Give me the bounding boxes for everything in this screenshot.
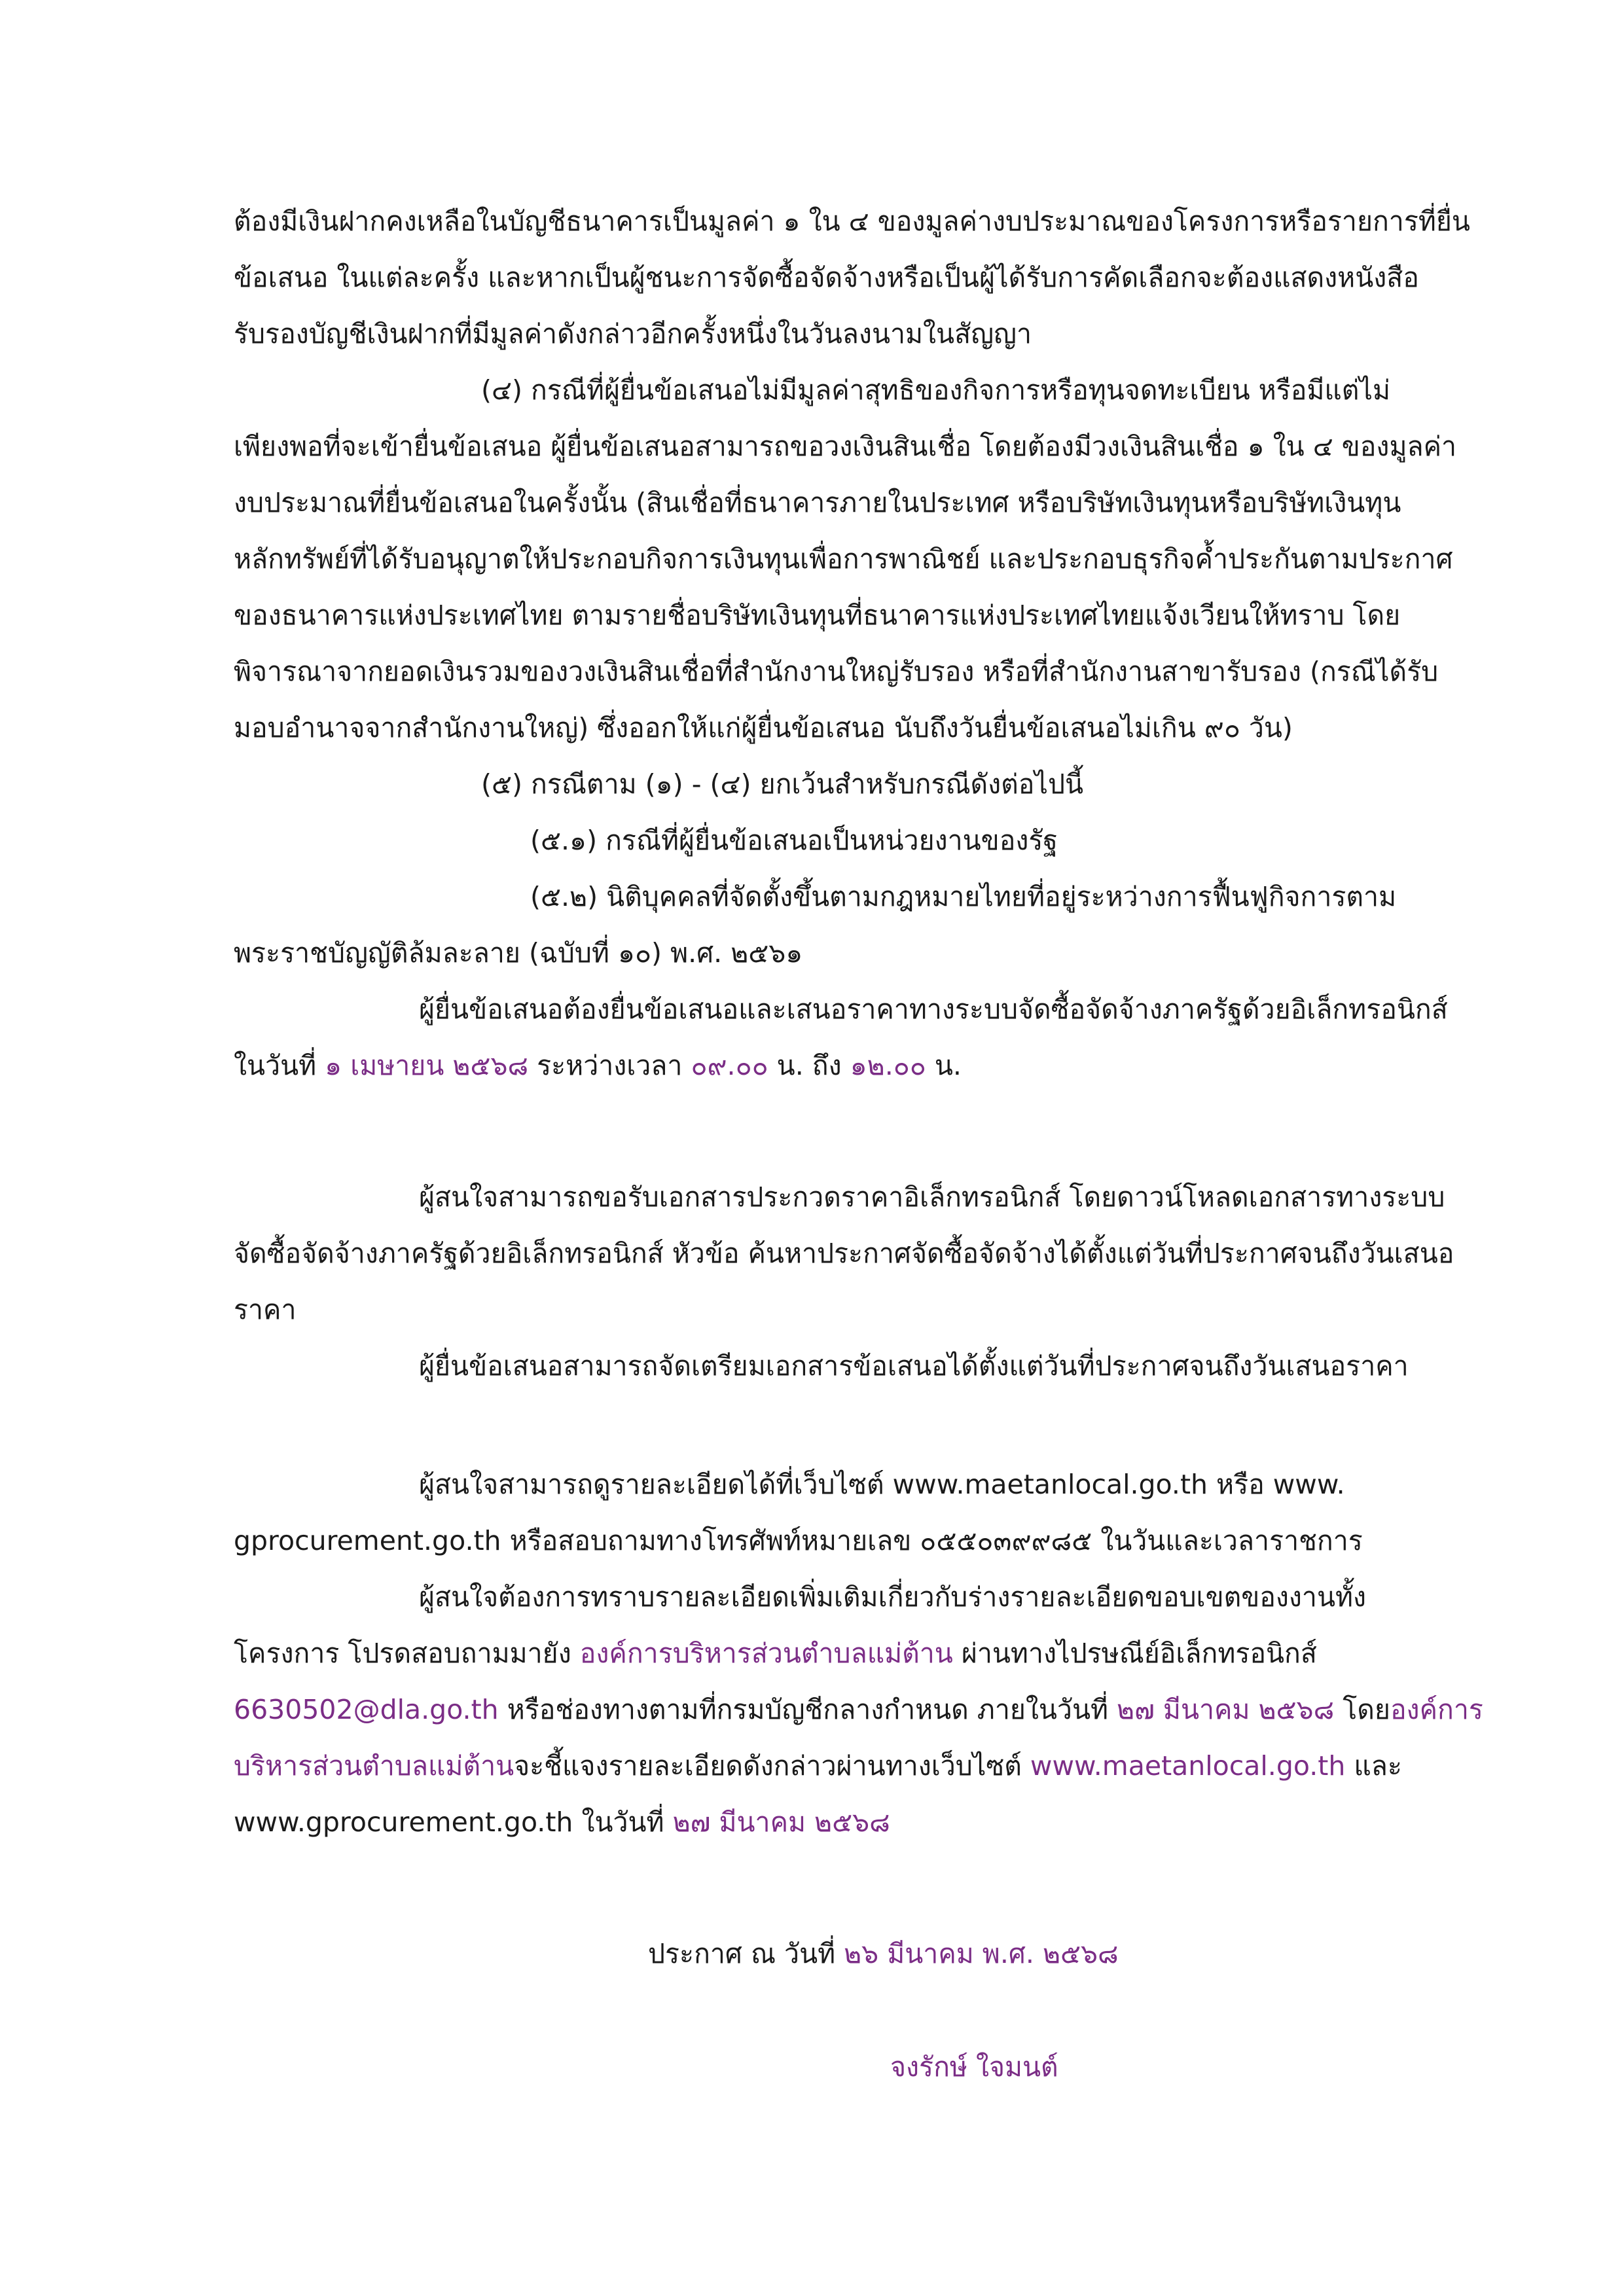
credit-line-2: เพียงพอที่จะเข้ายื่นข้อเสนอ ผู้ยื่นข้อเสนอสามารถขอวงเงินสินเชื่อ โดยต้องมีวงเงินสินเชื่อ ๑ ใน ๔ ของมูลค่า (234, 431, 1457, 462)
submission-line-1: ผู้ยื่นข้อเสนอต้องยื่นข้อเสนอและเสนอราคาทางระบบจัดซื้อจัดจ้างภาครัฐด้วยอิเล็กทรอนิกส์ (419, 994, 1448, 1025)
inquiry-org-name: องค์การบริหารส่วนตำบลแม่ต้าน (579, 1638, 953, 1669)
exceptions-line-1: (๕) กรณีตาม (๑) - (๔) ยกเว้นสำหรับกรณีดังต่อไปนี้ (481, 768, 1084, 800)
inquiry-text-pre: โครงการ โปรดสอบถามมายัง (234, 1638, 580, 1669)
inquiry-text-line5: www.gprocurement.go.th ในวันที่ (234, 1806, 673, 1838)
inquiry-website: www.maetanlocal.go.th (1030, 1750, 1346, 1782)
exception-item-1: (๕.๑) กรณีที่ผู้ยื่นข้อเสนอเป็นหน่วยงานของรัฐ (530, 825, 1058, 856)
inquiry-org-name-part2: บริหารส่วนตำบลแม่ต้าน (234, 1750, 514, 1782)
prepare-line-1: ผู้ยื่นข้อเสนอสามารถจัดเตรียมเอกสารข้อเสนอได้ตั้งแต่วันที่ประกาศจนถึงวันเสนอราคา (419, 1350, 1409, 1382)
deposit-line-2: ข้อเสนอ ในแต่ละครั้ง และหากเป็นผู้ชนะการจัดซื้อจัดจ้างหรือเป็นผู้ได้รับการคัดเลือกจะต้องแสดงหนังสือ (234, 262, 1419, 293)
credit-line-6: พิจารณาจากยอดเงินรวมของวงเงินสินเชื่อที่สำนักงานใหญ่รับรอง หรือที่สำนักงานสาขารับรอง (กรณีได้รับ (234, 656, 1439, 687)
credit-line-4: หลักทรัพย์ที่ได้รับอนุญาตให้ประกอบกิจการเงินทุนเพื่อการพาณิชย์ และประกอบธุรกิจค้ำประกันตามประกาศ (234, 543, 1453, 575)
download-line-1: ผู้สนใจสามารถขอรับเอกสารประกวดราคาอิเล็กทรอนิกส์ โดยดาวน์โหลดเอกสารทางระบบ (419, 1181, 1445, 1213)
inquiry-answer-date: ๒๗ มีนาคม ๒๕๖๘ (672, 1806, 890, 1838)
deposit-line-1: ต้องมีเงินฝากคงเหลือในบัญชีธนาคารเป็นมูลค่า ๑ ใน ๔ ของมูลค่างบประมาณของโครงการหรือรายการที่ยื่น (234, 206, 1470, 237)
inquiry-text-post: ผ่านทางไปรษณีย์อิเล็กทรอนิกส์ (952, 1638, 1317, 1669)
submission-date: ๑ เมษายน ๒๕๖๘ (325, 1050, 529, 1081)
deposit-line-3: รับรองบัญชีเงินฝากที่มีมูลค่าดังกล่าวอีกครั้งหนึ่งในวันลงนามในสัญญา (234, 318, 1032, 350)
inquiry-deadline: ๒๗ มีนาคม ๒๕๖๘ (1117, 1694, 1335, 1725)
exception-item-2-cont: พระราชบัญญัติล้มละลาย (ฉบับที่ ๑๐) พ.ศ. ๒๕๖๑ (234, 937, 803, 969)
credit-line-7: มอบอำนาจจากสำนักงานใหญ่) ซึ่งออกให้แก่ผู้ยื่นข้อเสนอ นับถึงวันยื่นข้อเสนอไม่เกิน ๙๐ วัน) (234, 712, 1293, 744)
exception-item-2: (๕.๒) นิติบุคคลที่จัดตั้งขึ้นตามกฎหมายไทยที่อยู่ระหว่างการฟื้นฟูกิจการตาม (530, 881, 1397, 912)
inquiry-email: 6630502@dla.go.th (234, 1694, 499, 1725)
submission-text-mid: ระหว่างเวลา (528, 1050, 691, 1081)
inquiry-line-2 (234, 1632, 1317, 1674)
credit-line-5: ของธนาคารแห่งประเทศไทย ตามรายชื่อบริษัทเงินทุนที่ธนาคารแห่งประเทศไทยแจ้งเวียนให้ทราบ โดย (234, 600, 1401, 631)
inquiry-line-5 (234, 1801, 890, 1843)
inquiry-text-line4-post: และ (1345, 1750, 1402, 1782)
announcement-prefix: ประกาศ ณ วันที่ (648, 1938, 844, 1969)
inquiry-line-1: ผู้สนใจต้องการทราบรายละเอียดเพิ่มเติมเกี่ยวกับร่างรายละเอียดขอบเขตของงานทั้ง (419, 1581, 1367, 1613)
inquiry-text-line4: จะชี้แจงรายละเอียดดังกล่าวผ่านทางเว็บไซต์ (514, 1750, 1030, 1782)
signatory-name: จงรักษ์ ใจมนต์ (890, 2051, 1058, 2083)
download-line-2: จัดซื้อจัดจ้างภาครัฐด้วยอิเล็กทรอนิกส์ หัวข้อ ค้นหาประกาศจัดซื้อจัดจ้างได้ตั้งแต่วันที่ประกาศจนถึงวันเสนอ (234, 1238, 1454, 1269)
submission-time-end: ๑๒.๐๐ (850, 1050, 926, 1081)
credit-line-1: (๔) กรณีที่ผู้ยื่นข้อเสนอไม่มีมูลค่าสุทธิของกิจการหรือทุนจดทะเบียน หรือมีแต่ไม่ (481, 374, 1391, 406)
credit-line-3: งบประมาณที่ยื่นข้อเสนอในครั้งนั้น (สินเชื่อที่ธนาคารภายในประเทศ หรือบริษัทเงินทุนหรือบริษัทเงินทุน (234, 487, 1401, 518)
website-line-1: ผู้สนใจสามารถดูรายละเอียดได้ที่เว็บไซต์ www.maetanlocal.go.th หรือ www. (419, 1469, 1345, 1500)
inquiry-text-mid: หรือช่องทางตามที่กรมบัญชีกลางกำหนด ภายในวันที่ (498, 1694, 1117, 1725)
submission-line-2 (234, 1045, 962, 1086)
inquiry-line-4 (234, 1745, 1402, 1787)
announcement-date: ๒๖ มีนาคม พ.ศ. ๒๕๖๘ (844, 1938, 1119, 1969)
inquiry-line-3 (234, 1689, 1483, 1731)
submission-text-post: น. (926, 1050, 962, 1081)
download-line-3: ราคา (234, 1294, 297, 1325)
inquiry-text-mid2: โดย (1334, 1694, 1390, 1725)
submission-text-mid2: น. ถึง (768, 1050, 850, 1081)
announcement-date-line (648, 1933, 1119, 1975)
submission-time-start: ๐๙.๐๐ (691, 1050, 768, 1081)
submission-text-pre: ในวันที่ (234, 1050, 325, 1081)
website-line-2: gprocurement.go.th หรือสอบถามทางโทรศัพท์หมายเลข ๐๕๕๐๓๙๙๘๕ ในวันและเวลาราชการ (234, 1525, 1363, 1556)
inquiry-org-name-part1: องค์การ (1390, 1694, 1483, 1725)
